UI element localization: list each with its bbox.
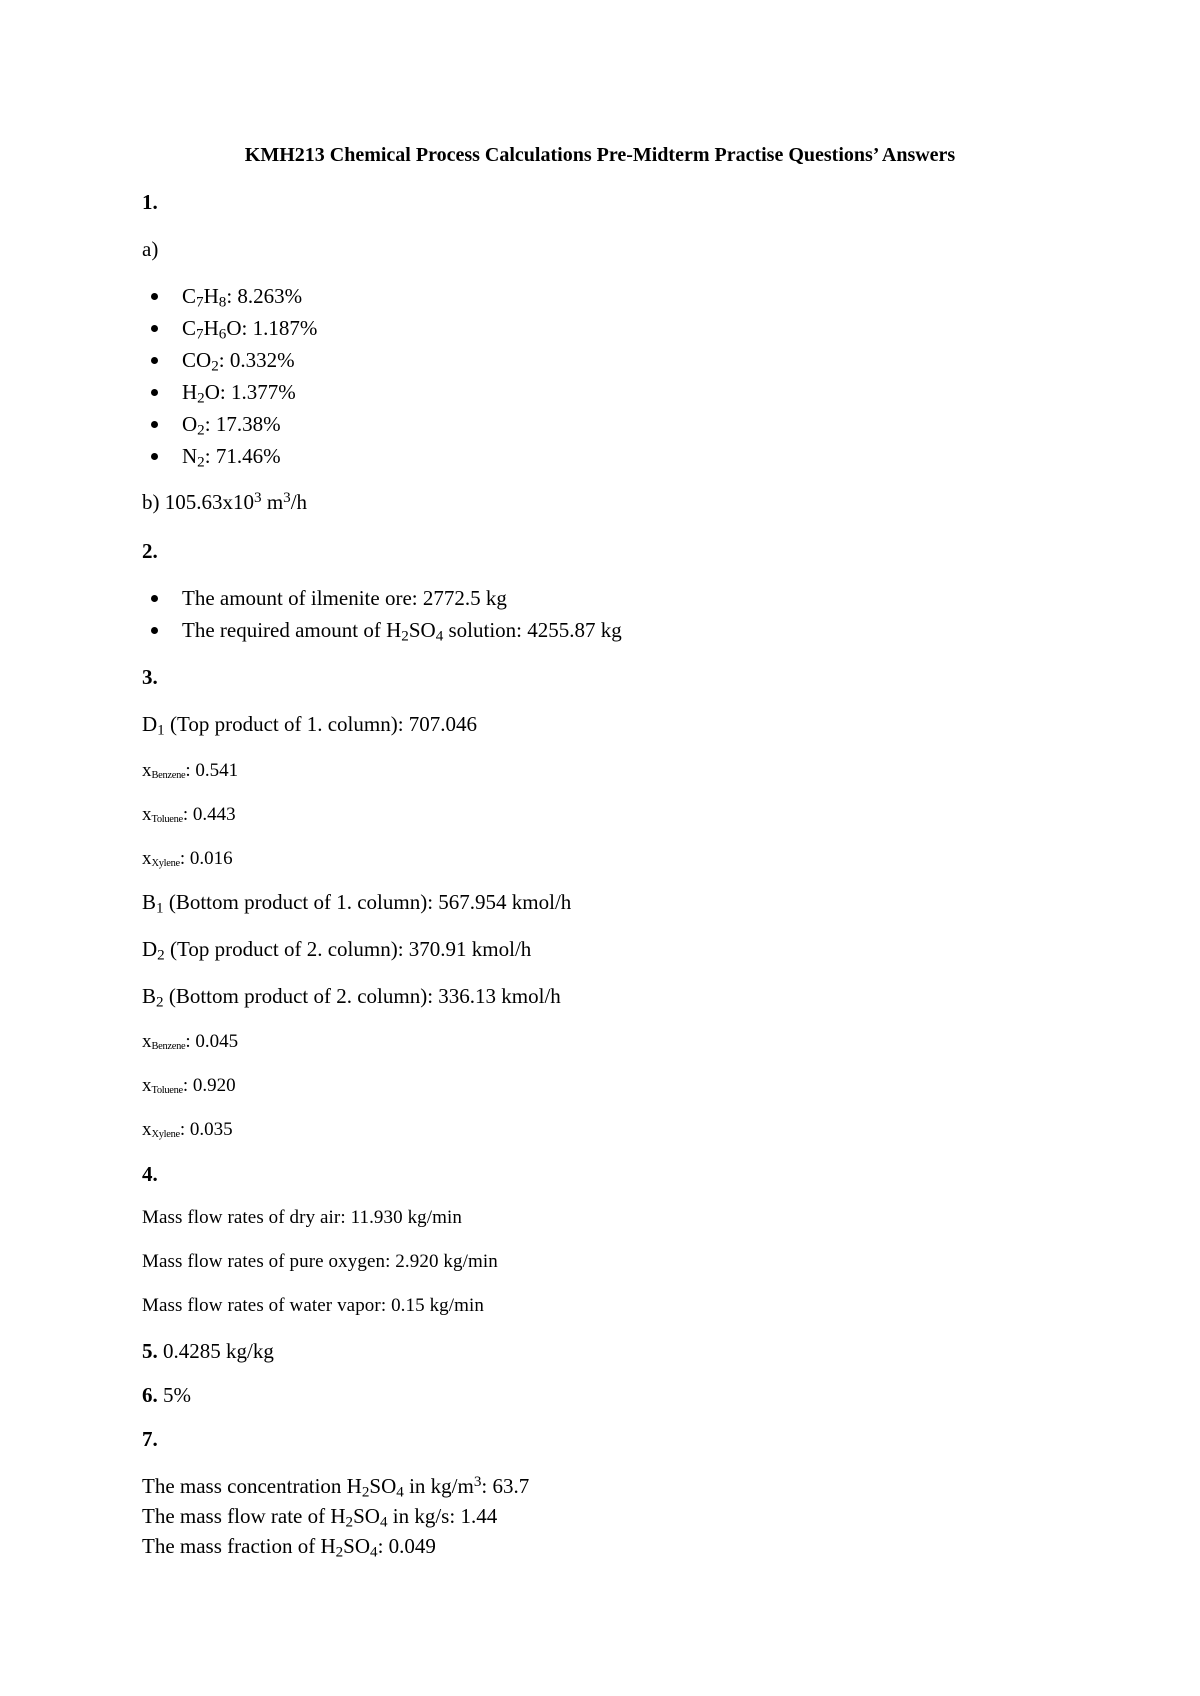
- q3-d1-x-xylene: xXylene: 0.016: [142, 848, 233, 870]
- q1-item-co2: CO2: 0.332%: [182, 348, 295, 375]
- q1-item-c7h6o: C7H6O: 1.187%: [182, 316, 318, 343]
- q4-water-vapor: Mass flow rates of water vapor: 0.15 kg/min: [142, 1295, 485, 1316]
- q3-d1-x-benzene: xBenzene: 0.541: [142, 760, 239, 782]
- q3-b2-x-xylene: xXylene: 0.035: [142, 1119, 233, 1141]
- q4-number: 4.: [142, 1162, 158, 1186]
- q3-b2-x-benzene: xBenzene: 0.045: [142, 1031, 239, 1053]
- q7-mass-concentration: The mass concentration H2SO4 in $kg/m^3$: 63.7: [142, 1474, 530, 1501]
- q1-number: 1.: [142, 190, 158, 214]
- q3-d2-line: D2 (Top product of 2. column): 370.91 kmol/h: [142, 937, 532, 964]
- q1-item-c7h8: C7H8: 8.263%: [182, 284, 303, 311]
- q3-d1-x-toluene: xToluene: 0.443: [142, 804, 236, 826]
- q3-b2-x-toluene: xToluene: 0.920: [142, 1075, 236, 1097]
- q3-number: 3.: [142, 665, 158, 689]
- q7-number: 7.: [142, 1427, 158, 1451]
- q7-mass-fraction: The mass fraction of H2SO4: 0.049: [142, 1534, 436, 1561]
- q5-answer: 5. 0.4285 kg/kg: [142, 1339, 274, 1363]
- q3-b2-line: B2 (Bottom product of 2. column): 336.13 kmol/h: [142, 984, 561, 1011]
- q1-item-n2: N2: 71.46%: [182, 444, 281, 471]
- q7-mass-flow-rate: The mass flow rate of H2SO4 in kg/s: 1.44: [142, 1504, 498, 1531]
- q3-b1-line: B1 (Bottom product of 1. column): 567.954 kmol/h: [142, 890, 572, 917]
- q2-h2so4-answer: The required amount of H2SO4 solution: 4255.87 kg: [182, 618, 622, 645]
- q6-answer: 6. 5%: [142, 1383, 191, 1407]
- document-title: KMH213 Chemical Process Calculations Pre-Midterm Practise Questions’ Answers: [244, 144, 956, 166]
- q2-number: 2.: [142, 539, 158, 563]
- q3-d1-line: D1 (Top product of 1. column): 707.046: [142, 712, 478, 739]
- q1-part-a-label: a): [142, 237, 159, 261]
- q1-item-o2: O2: 17.38%: [182, 412, 281, 439]
- q2-ilmenite-answer: The amount of ilmenite ore: 2772.5 kg: [182, 586, 507, 610]
- q4-dry-air: Mass flow rates of dry air: 11.930 kg/min: [142, 1207, 463, 1228]
- q1-part-b-answer: b) $105.63x10^3$ $m^3/h$: [142, 490, 308, 514]
- q4-pure-oxygen: Mass flow rates of pure oxygen: 2.920 kg/min: [142, 1251, 498, 1272]
- q1-item-h2o: H2O: 1.377%: [182, 380, 296, 407]
